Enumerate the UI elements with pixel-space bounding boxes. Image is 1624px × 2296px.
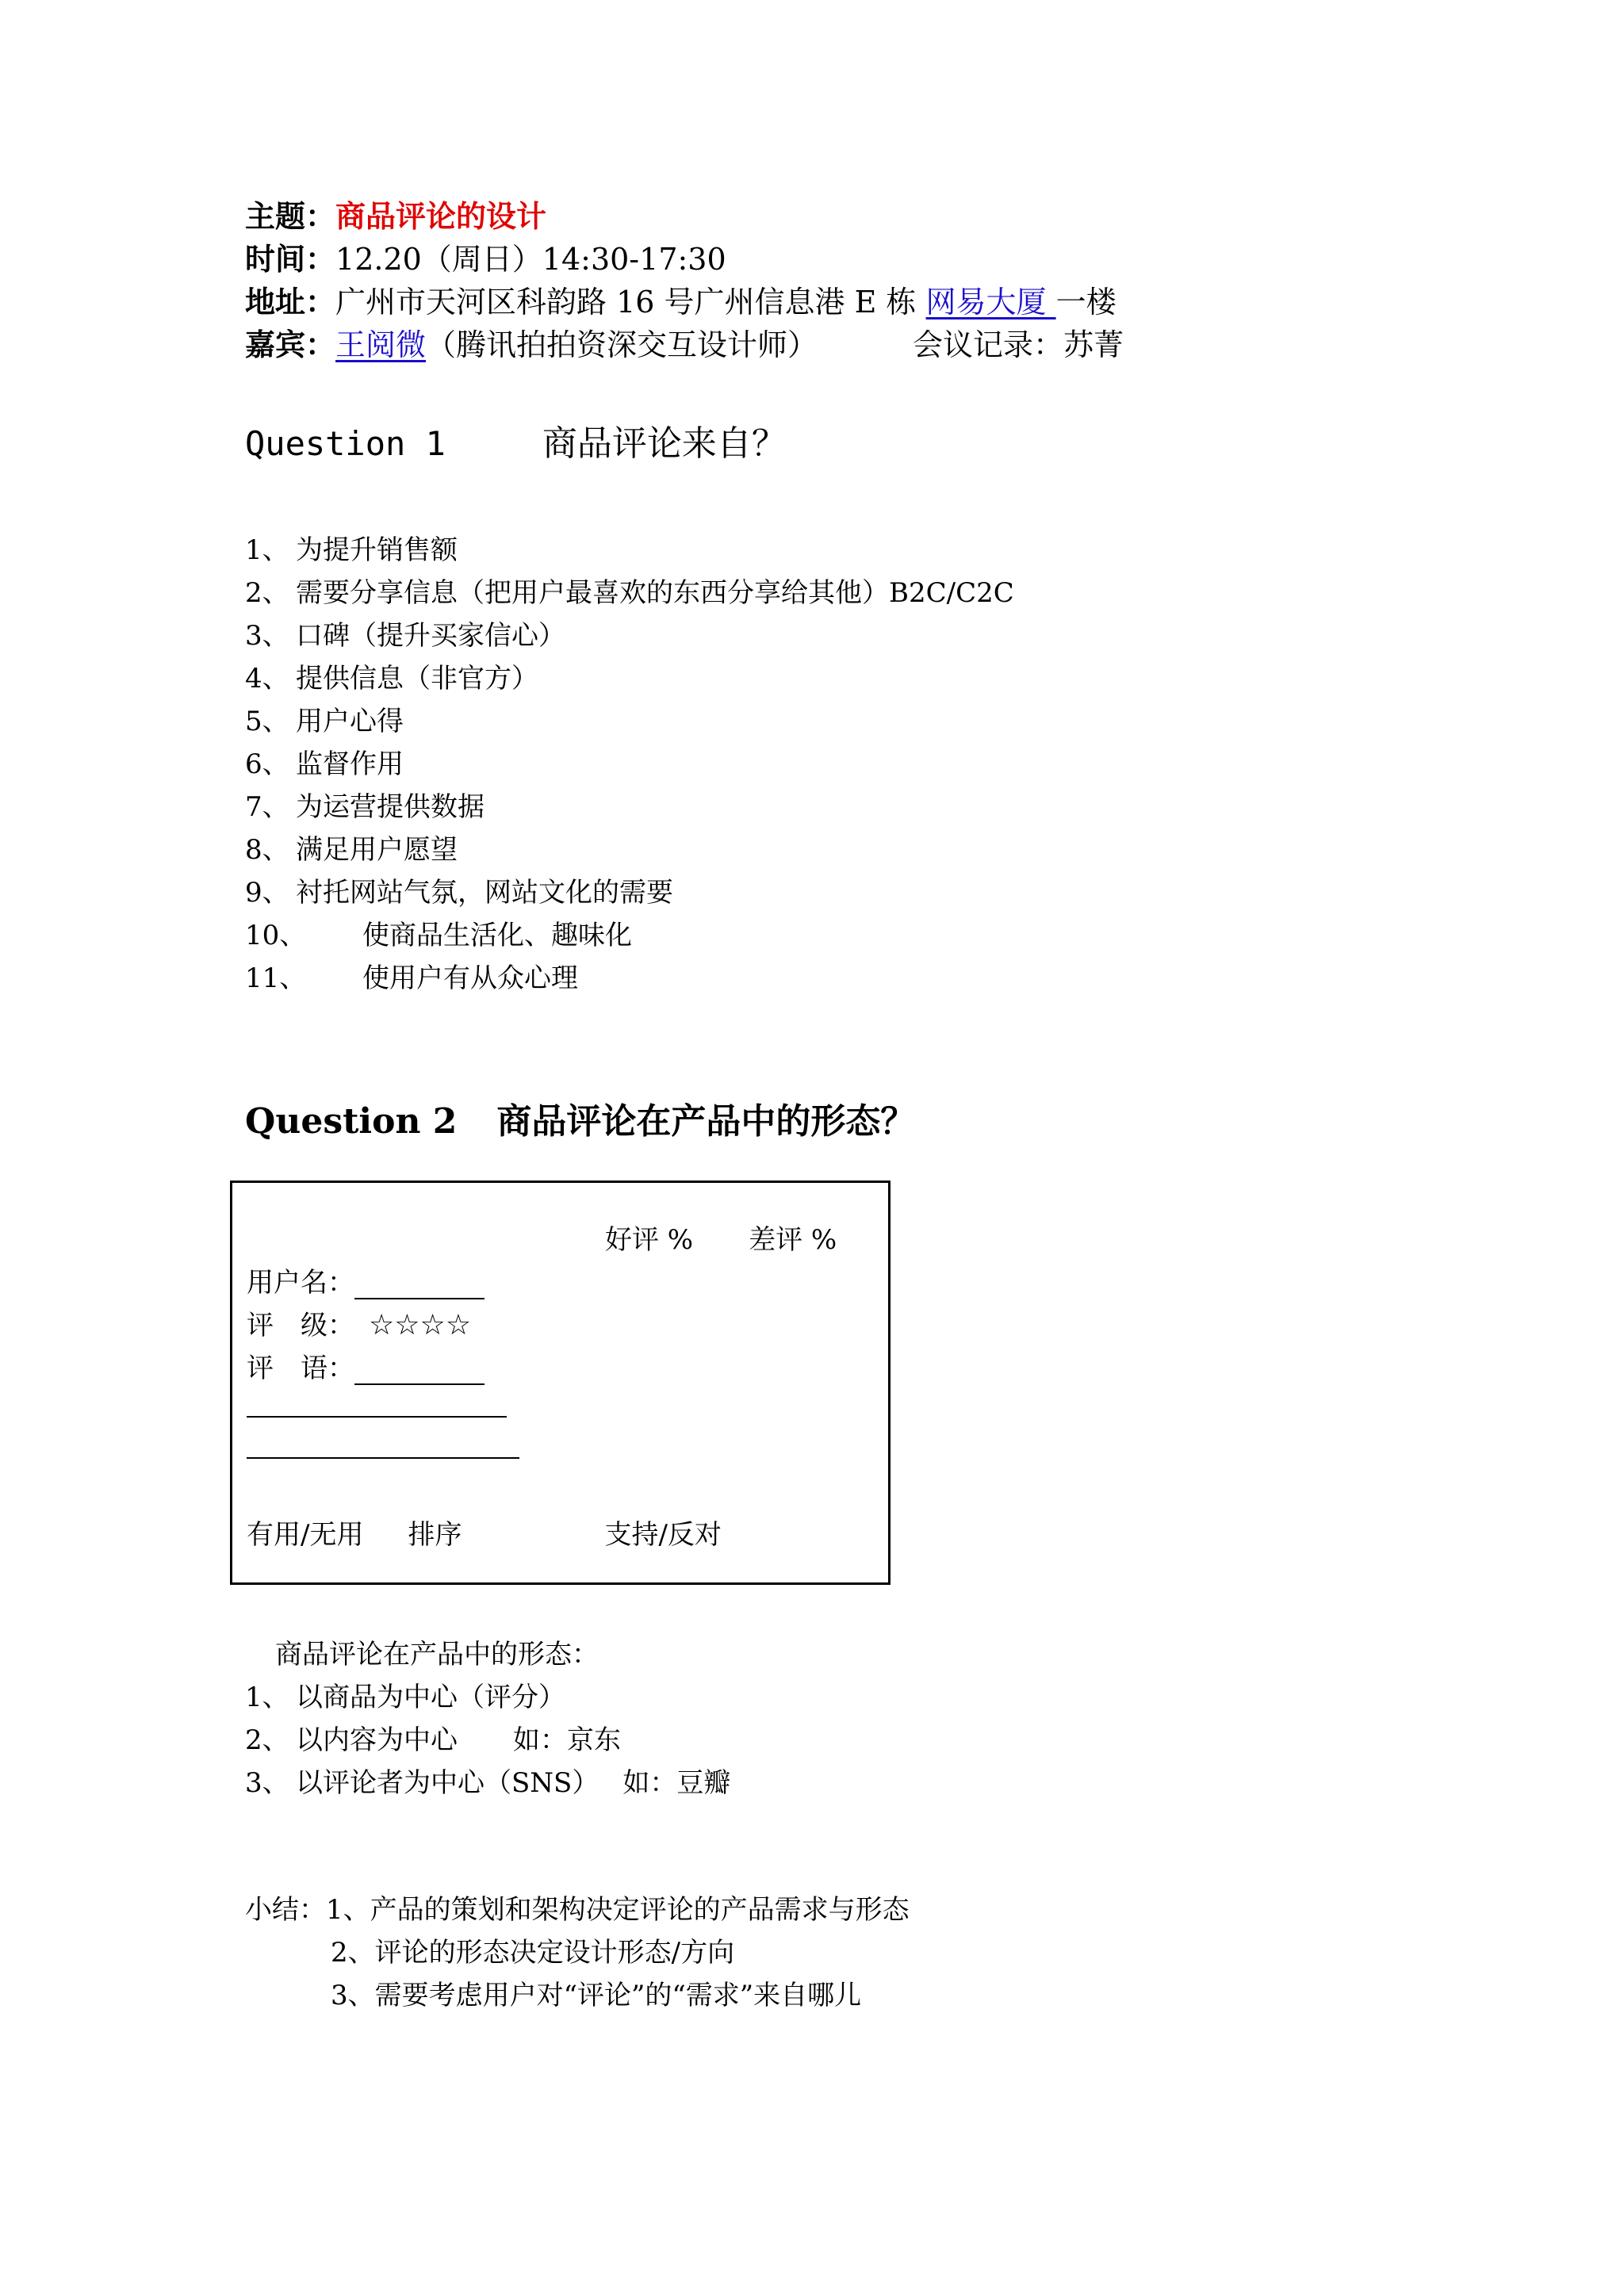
rating-row [247, 1303, 471, 1342]
star-rating-icon[interactable]: ☆☆☆☆ [369, 1309, 472, 1341]
list-item-number: 2、 [245, 1724, 289, 1756]
topic-line [245, 198, 547, 234]
list-item-number: 5、 [245, 706, 289, 737]
list-item-text: 使商品生活化、趣味化 [362, 920, 632, 951]
list-item-number: 7、 [245, 791, 289, 823]
list-item-text: 以商品为中心（评分） [296, 1682, 565, 1713]
address-value: 广州市天河区科韵路 16 号广州信息港 E 栋 [335, 285, 926, 320]
list-item-number: 4、 [245, 663, 289, 695]
list-item-text: 以评论者为中心（SNS） [296, 1767, 599, 1799]
list-item [245, 792, 1014, 835]
comment-label: 评 语： [247, 1353, 354, 1384]
list-item-number: 1、 [245, 1682, 289, 1713]
list-item [245, 578, 1014, 621]
list-item-number: 3、 [245, 620, 289, 652]
summary-line: 小结：1、产品的策划和架构决定评论的产品需求与形态 [245, 1894, 910, 1926]
record-info [913, 327, 1124, 362]
list-item-number: 2、 [245, 577, 289, 609]
list-item [245, 664, 1014, 706]
list-item-text: 满足用户愿望 [296, 834, 458, 866]
summary-line: 3、需要考虑用户对“评论”的“需求”来自哪儿 [331, 1980, 862, 2011]
list-item-text: 为运营提供数据 [296, 791, 485, 823]
question2-title: 商品评论在产品中的形态？ [496, 1101, 916, 1142]
list-item-text: 需要分享信息（把用户最喜欢的东西分享给其他）B2C/C2C [296, 577, 1014, 609]
record-label: 会议记录： [913, 327, 1064, 362]
address-suffix: 一楼 [1055, 285, 1116, 320]
topic-label: 主题： [245, 198, 336, 234]
list-item [245, 749, 1014, 792]
address-link[interactable]: 网易大厦 [925, 285, 1056, 320]
list-item-number: 3、 [245, 1767, 289, 1799]
guest-title: （腾讯拍拍资深交互设计师） [426, 327, 818, 362]
list-item-text: 用户心得 [296, 706, 404, 737]
list-item-text: 衬托网站气氛，网站文化的需要 [296, 877, 673, 909]
review-mockup [230, 1181, 891, 1585]
record-value: 苏菁 [1063, 327, 1124, 362]
list-item-text: 为提升销售额 [296, 534, 458, 566]
list-item-number: 8、 [245, 834, 289, 866]
guest-label: 嘉宾： [245, 327, 336, 362]
summary-line: 2、评论的形态决定设计形态/方向 [331, 1937, 735, 1969]
list-item [245, 920, 1014, 963]
question1-heading [245, 423, 787, 464]
question2-label: Question 2 [245, 1101, 458, 1142]
time-value: 12.20（周日）14:30-17:30 [335, 242, 726, 277]
list-item [245, 1768, 730, 1811]
list-item-example: 如：豆瓣 [622, 1767, 731, 1799]
list-item-text: 使用户有从众心理 [362, 962, 578, 994]
list-item [245, 1725, 730, 1768]
list-item [245, 1682, 730, 1725]
list-item [245, 621, 1014, 664]
list-item [245, 878, 1014, 920]
review-actions [247, 1513, 722, 1552]
forms-intro: 商品评论在产品中的形态： [275, 1639, 599, 1670]
address-label: 地址： [245, 284, 336, 320]
list-item-number: 6、 [245, 748, 289, 780]
list-item [245, 535, 1014, 578]
review-forms [245, 1640, 730, 1811]
list-item-number: 1、 [245, 534, 289, 566]
comment-line [247, 1457, 519, 1459]
username-label: 用户名： [247, 1267, 354, 1299]
support-toggle[interactable]: 支持/反对 [604, 1519, 722, 1551]
question1-label: Question 1 [245, 424, 446, 463]
list-item-example: 如：京东 [513, 1724, 621, 1756]
list-item-text: 口碑（提升买家信心） [296, 620, 565, 652]
time-label: 时间： [245, 241, 336, 277]
question1-title: 商品评论来自？ [542, 423, 787, 464]
username-row [247, 1261, 485, 1299]
address-line [245, 284, 1116, 320]
guest-link[interactable]: 王阅微 [335, 327, 427, 362]
sort-button[interactable]: 排序 [408, 1519, 462, 1551]
comment-line [247, 1416, 507, 1418]
question1-list [245, 535, 1014, 1006]
username-field[interactable] [354, 1274, 485, 1299]
comment-field[interactable] [354, 1360, 485, 1385]
summary [245, 1895, 910, 2023]
question2-heading [245, 1101, 916, 1142]
rating-label: 评 级： [247, 1310, 354, 1341]
list-item [245, 706, 1014, 749]
useful-toggle[interactable]: 有用/无用 [247, 1519, 364, 1551]
list-item-text: 监督作用 [296, 748, 404, 780]
good-ratio: 好评 % [605, 1224, 694, 1256]
list-item [245, 835, 1014, 878]
comment-row [247, 1346, 485, 1385]
list-item [245, 963, 1014, 1006]
list-item-number: 10、 [245, 920, 307, 951]
topic-value: 商品评论的设计 [335, 198, 547, 234]
time-line [245, 241, 726, 277]
list-item-text: 以内容为中心 [296, 1724, 458, 1756]
list-item-number: 11、 [245, 962, 307, 994]
rating-ratio [605, 1218, 837, 1257]
guest-line [245, 327, 1124, 362]
list-item-number: 9、 [245, 877, 289, 909]
list-item-text: 提供信息（非官方） [296, 663, 538, 695]
bad-ratio: 差评 % [749, 1224, 837, 1256]
